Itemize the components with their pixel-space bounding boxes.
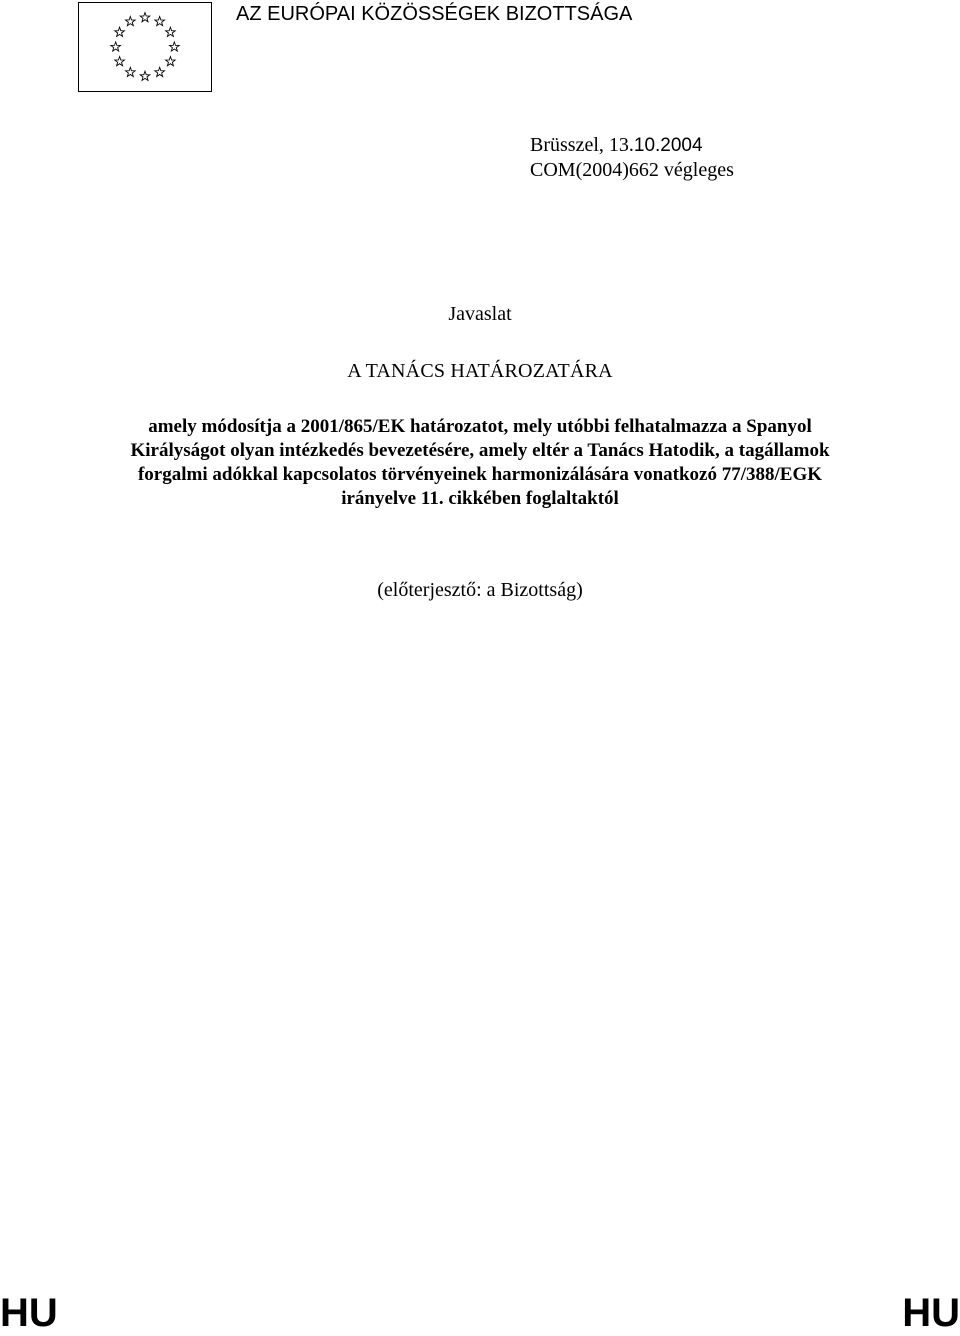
- star-icon: [115, 57, 125, 66]
- date-city: Brüsszel, 13.: [530, 134, 634, 156]
- star-icon: [111, 42, 121, 51]
- date-line: [530, 133, 734, 158]
- star-icon: [115, 27, 125, 36]
- date-reference-block: [530, 133, 734, 183]
- document-number: COM(2004)662 végleges: [530, 159, 734, 181]
- star-icon: [125, 17, 135, 26]
- eu-stars-icon: [79, 3, 211, 91]
- proposer: (előterjesztő: a Bizottság): [377, 579, 583, 601]
- language-code-left: HU: [0, 1291, 58, 1335]
- language-code-right: HU: [902, 1291, 960, 1335]
- subject-line: amely módosítja a 2001/865/EK határozatot, mely utóbbi felhatalmazza a Spanyol: [148, 416, 812, 437]
- star-icon: [155, 17, 165, 26]
- star-icon: [169, 42, 179, 51]
- document-title: A TANÁCS HATÁROZATÁRA: [347, 360, 613, 382]
- star-icon: [155, 67, 165, 76]
- document-subject: [80, 415, 880, 511]
- star-icon: [140, 71, 150, 80]
- date-value: 10.2004: [633, 135, 703, 156]
- star-icon: [125, 67, 135, 76]
- document-type: Javaslat: [448, 303, 512, 325]
- star-icon: [166, 27, 176, 36]
- subject-line: forgalmi adókkal kapcsolatos törvényeinek harmonizálására vonatkozó 77/388/EGK: [137, 464, 823, 485]
- subject-line: Királyságot olyan intézkedés bevezetésére, amely eltér a Tanács Hatodik, a tagállamok: [130, 440, 830, 461]
- star-icon: [140, 13, 150, 22]
- institution-name: AZ EURÓPAI KÖZÖSSÉGEK BIZOTTSÁGA: [236, 3, 633, 25]
- star-icon: [166, 57, 176, 66]
- subject-line: irányelve 11. cikkében foglaltaktól: [341, 488, 619, 509]
- eu-stars-logo-icon: [78, 2, 212, 92]
